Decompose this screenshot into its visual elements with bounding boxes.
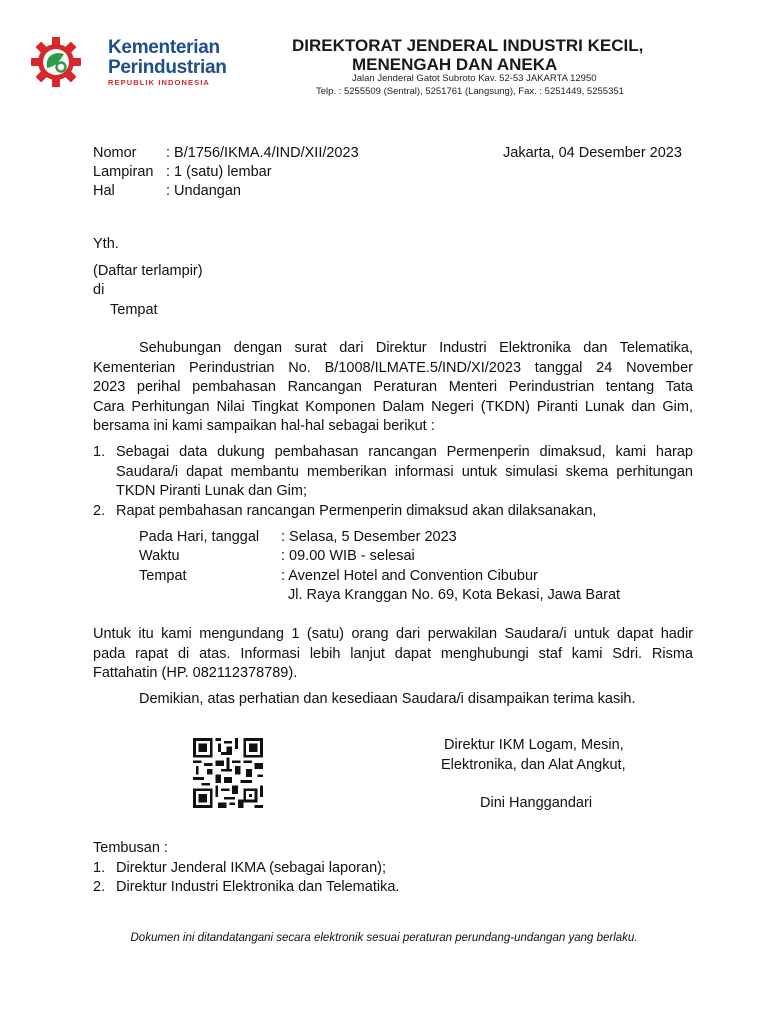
meta-nomor: Nomor : B/1756/IKMA.4/IND/XII/2023 <box>93 145 359 161</box>
qr-code-icon <box>193 738 263 808</box>
cc-item-2-number: 2. <box>93 879 106 895</box>
intro-line-2: Kementerian Perindustrian No. B/1008/ILMATE.5/IND/XI/2023 tanggal 24 November <box>93 360 693 376</box>
intro-line-1: Sehubungan dengan surat dari Direktur Industri Elektronika dan Telematika, <box>139 340 693 356</box>
meta-lampiran: Lampiran : 1 (satu) lembar <box>93 164 272 180</box>
intro-line-5: bersama ini kami sampaikan hal-hal sebagai berikut : <box>93 418 435 434</box>
directorate-phone: Telp. : 5255509 (Sentral), 5251761 (Langsung), Fax. : 5251449, 5255351 <box>316 86 624 97</box>
item-2-line-1: Rapat pembahasan rancangan Permenperin dimaksud akan dilaksanakan, <box>116 503 597 519</box>
invite-line-3: Fattahatin (HP. 082112378789). <box>93 665 298 681</box>
meeting-time-value: : 09.00 WIB - selesai <box>281 548 415 564</box>
recipient-yth: Yth. <box>93 236 119 252</box>
invite-line-2: pada rapat di atas. Informasi lebih lanjut dapat menghubungi staf kami Sdri. Risma <box>93 646 693 662</box>
electronic-signature-note: Dokumen ini ditandatangani secara elektronik sesuai peraturan perundang-undangan yang berlaku. <box>130 932 638 944</box>
item-1-line-1: Sebagai data dukung pembahasan rancangan Permenperin dimaksud, kami harap <box>116 444 693 460</box>
meeting-place-label: Tempat <box>139 568 187 584</box>
place-date: Jakarta, 04 Desember 2023 <box>503 145 682 161</box>
cc-item-2: Direktur Industri Elektronika dan Telematika. <box>116 879 400 895</box>
recipient-list: (Daftar terlampir) <box>93 263 203 279</box>
meeting-place-value: : Avenzel Hotel and Convention Cibubur <box>281 568 538 584</box>
signature-title-2: Elektronika, dan Alat Angkut, <box>441 757 626 773</box>
meeting-time-label: Waktu <box>139 548 180 564</box>
signature-title-1: Direktur IKM Logam, Mesin, <box>444 737 624 753</box>
directorate-title: DIREKTORAT JENDERAL INDUSTRI KECIL, MENENGAH DAN ANEKA <box>292 36 644 74</box>
intro-line-3: 2023 perihal pembahasan Rancangan Peraturan Menteri Perindustrian tentang Tata <box>93 379 693 395</box>
cc-item-1: Direktur Jenderal IKMA (sebagai laporan); <box>116 860 386 876</box>
item-1-line-3: TKDN Piranti Lunak dan Gim; <box>116 483 307 499</box>
recipient-di: di <box>93 282 105 298</box>
meeting-place-address: Jl. Raya Kranggan No. 69, Kota Bekasi, Jawa Barat <box>288 587 621 603</box>
intro-line-4: Cara Perhitungan Nilai Tingkat Komponen Dalam Negeri (TKDN) Piranti Lunak dan Gim, <box>93 399 693 415</box>
item-1-number: 1. <box>93 444 106 460</box>
logo-wordmark: Kementerian Perindustrian <box>108 37 227 78</box>
meta-hal: Hal : Undangan <box>93 183 241 199</box>
cc-item-1-number: 1. <box>93 860 106 876</box>
signature-name: Dini Hanggandari <box>480 795 593 811</box>
directorate-address: Jalan Jenderal Gatot Subroto Kav. 52-53 JAKARTA 12950 <box>352 73 597 84</box>
meeting-date-label: Pada Hari, tanggal <box>139 529 260 545</box>
item-2-number: 2. <box>93 503 106 519</box>
recipient-place: Tempat <box>110 302 158 318</box>
cc-label: Tembusan : <box>93 840 168 856</box>
item-1-line-2: Saudara/i dapat membantu memberikan informasi untuk simulasi skema perhitungan <box>116 464 693 480</box>
closing-line: Demikian, atas perhatian dan kesediaan Saudara/i disampaikan terima kasih. <box>139 691 636 707</box>
meeting-date-value: : Selasa, 5 Desember 2023 <box>281 529 457 545</box>
kemenperin-logo-icon <box>30 36 102 88</box>
invite-line-1: Untuk itu kami mengundang 1 (satu) orang dari perwakilan Saudara/i untuk dapat hadir <box>93 626 693 642</box>
logo-subtitle: REPUBLIK INDONESIA <box>108 78 210 87</box>
